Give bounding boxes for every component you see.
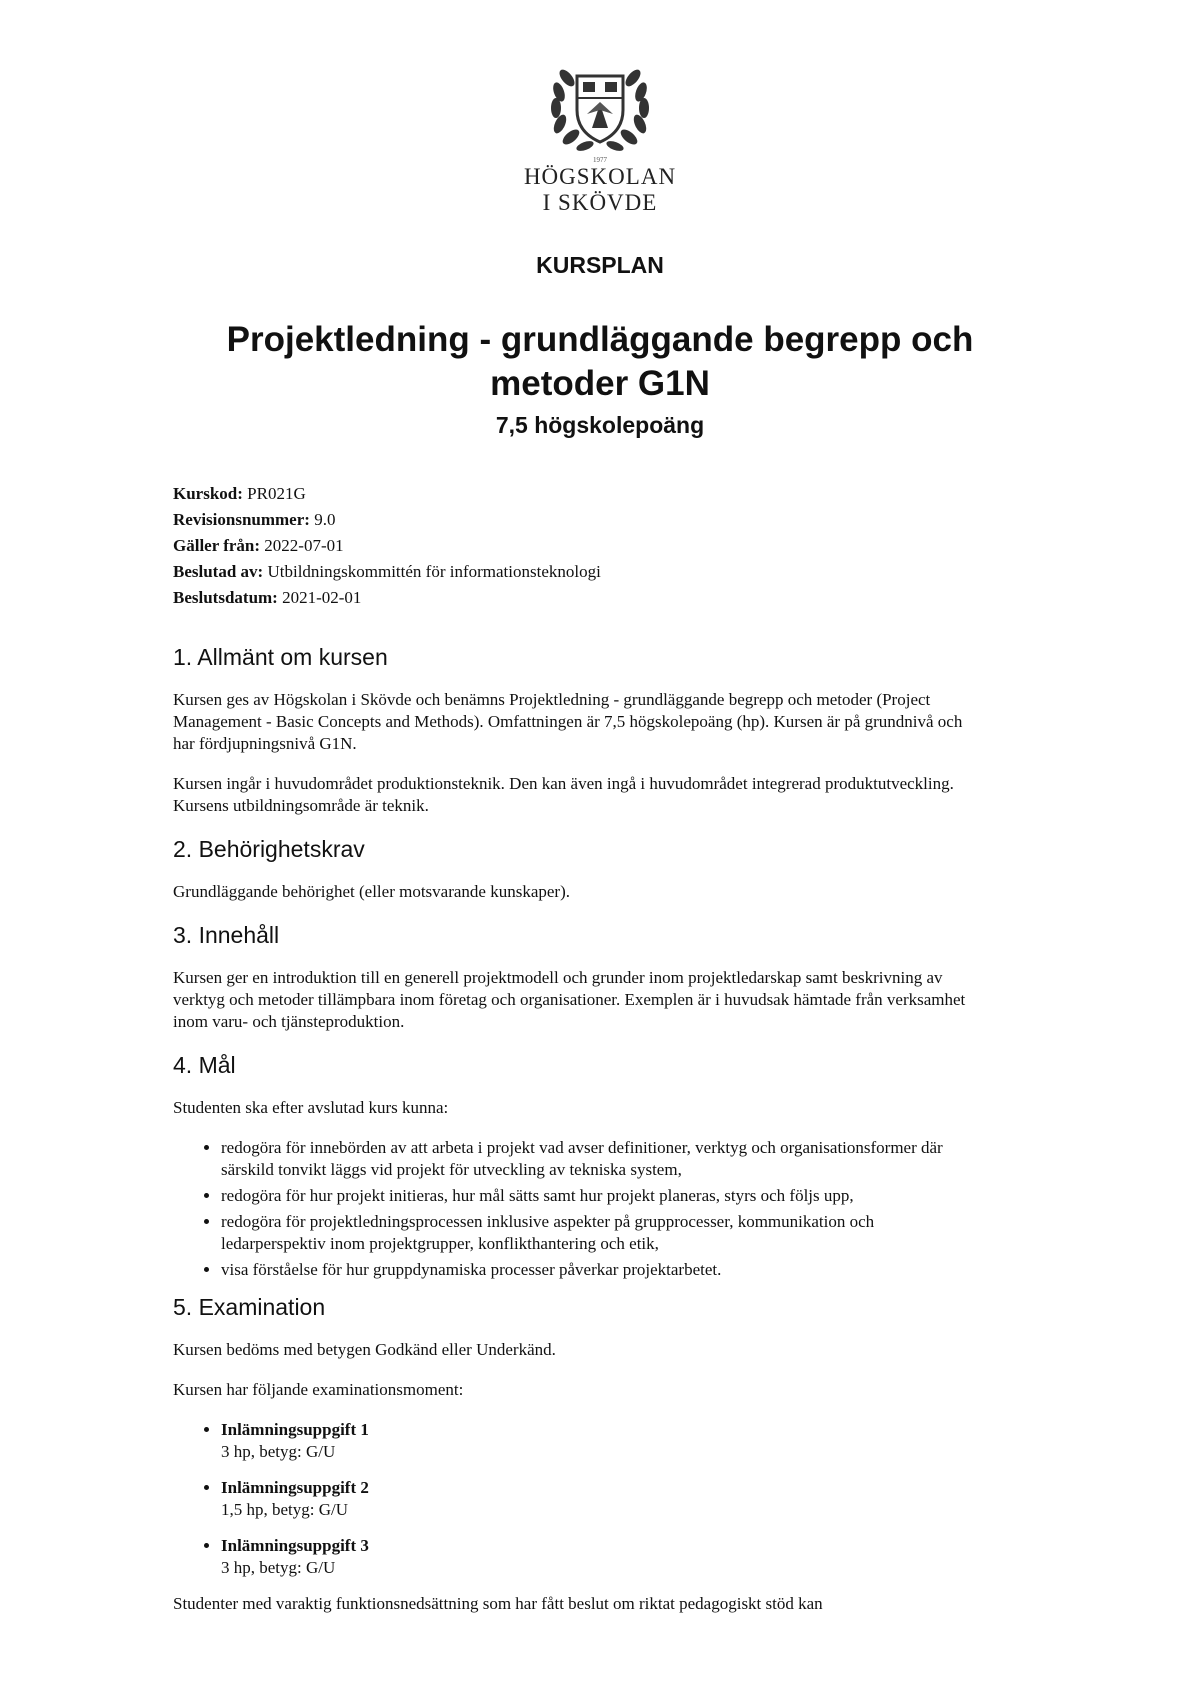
exam-detail: 3 hp, betyg: G/U <box>221 1442 336 1461</box>
exam-detail: 1,5 hp, betyg: G/U <box>221 1500 349 1519</box>
list-item: • redogöra för projektledningsprocessen inklusive aspekter på grupprocesser, kommunikation och ledarperspektiv inom projektgrupper, konflikthantering och etik, <box>221 1211 973 1255</box>
meta-value: 9.0 <box>314 510 336 529</box>
paragraph: Grundläggande behörighet (eller motsvarande kunskaper). <box>173 882 570 901</box>
crest-icon <box>545 58 655 158</box>
exam-name: Inlämningsuppgift 3 <box>221 1536 369 1555</box>
logo-text-line-2: I SKÖVDE <box>542 190 658 215</box>
exam-list <box>173 1419 973 1579</box>
meta-label: Beslutsdatum: <box>173 588 278 607</box>
paragraph: Kursen ingår i huvudområdet produktionsteknik. Den kan även ingå i huvudområdet integrerad produktutveckling. Kursens utbildningsområde är teknik. <box>173 774 954 815</box>
meta-value: Utbildningskommittén för informationsteknologi <box>267 562 601 581</box>
course-meta <box>173 481 601 611</box>
course-credits: 7,5 högskolepoäng <box>495 412 705 438</box>
meta-value: PR021G <box>247 484 306 503</box>
exam-item <box>221 1419 973 1463</box>
logo-text-line-1: HÖGSKOLAN <box>523 164 677 189</box>
meta-label: Beslutad av: <box>173 562 264 581</box>
list-item: • redogöra för hur projekt initieras, hur mål sätts samt hur projekt planeras, styrs och följs upp, <box>221 1185 973 1207</box>
paragraph: Studenten ska efter avslutad kurs kunna: <box>173 1098 449 1117</box>
course-title: Projektledning - grundläggande begrepp och metoder G1N <box>226 320 974 403</box>
paragraph: Kursen ges av Högskolan i Skövde och benämns Projektledning - grundläggande begrepp och metoder (Project Management - Basic Concepts and Methods). Omfattningen är 7,5 högskolepoäng (hp). Kursen är på grundnivå och har fördjupningsnivå G1N. <box>173 690 963 753</box>
exam-item <box>221 1477 973 1521</box>
section-general <box>173 643 973 817</box>
university-logo <box>480 58 720 216</box>
list-item: • visa förståelse för hur gruppdynamiska processer påverkar projektarbetet. <box>221 1259 973 1281</box>
exam-name: Inlämningsuppgift 1 <box>221 1420 369 1439</box>
paragraph: Kursen bedöms med betygen Godkänd eller Underkänd. <box>173 1340 556 1359</box>
meta-label: Kurskod: <box>173 484 243 503</box>
section-heading: 2. Behörighetskrav <box>173 836 365 862</box>
seal-year: 1977 <box>593 156 607 164</box>
meta-value: 2022-07-01 <box>264 536 344 555</box>
list-item: • redogöra för innebörden av att arbeta i projekt vad avser definitioner, verktyg och organisationsformer där särskild tonvikt läggs vid projekt för utveckling av tekniska system, <box>221 1137 973 1181</box>
meta-row <box>173 533 601 559</box>
section-content <box>173 921 973 1033</box>
paragraph: Studenter med varaktig funktionsnedsättning som har fått beslut om riktat pedagogiskt stöd kan <box>173 1594 823 1613</box>
meta-label: Revisionsnummer: <box>173 510 310 529</box>
paragraph: Kursen ger en introduktion till en generell projektmodell och grunder inom projektledarskap samt beskrivning av verktyg och metoder tillämpbara inom företag och organisationer. Exemplen är i huvudsak hämtade från verksamhet inom varu- och tjänsteproduktion. <box>173 968 966 1031</box>
exam-item <box>221 1535 973 1579</box>
section-examination <box>173 1293 973 1615</box>
section-heading: 5. Examination <box>173 1294 326 1320</box>
section-goals <box>173 1051 973 1281</box>
exam-name: Inlämningsuppgift 2 <box>221 1478 369 1497</box>
meta-row <box>173 481 601 507</box>
meta-value: 2021-02-01 <box>282 588 362 607</box>
section-heading: 4. Mål <box>173 1052 236 1078</box>
paragraph: Kursen har följande examinationsmoment: <box>173 1380 464 1399</box>
exam-detail: 3 hp, betyg: G/U <box>221 1558 336 1577</box>
section-requirements <box>173 835 973 903</box>
section-heading: 1. Allmänt om kursen <box>173 644 388 670</box>
meta-row <box>173 585 601 611</box>
course-content <box>173 643 973 1633</box>
meta-row <box>173 559 601 585</box>
meta-row <box>173 507 601 533</box>
section-heading: 3. Innehåll <box>173 922 280 948</box>
goals-list <box>173 1137 973 1281</box>
meta-label: Gäller från: <box>173 536 261 555</box>
document-type: KURSPLAN <box>536 252 664 278</box>
